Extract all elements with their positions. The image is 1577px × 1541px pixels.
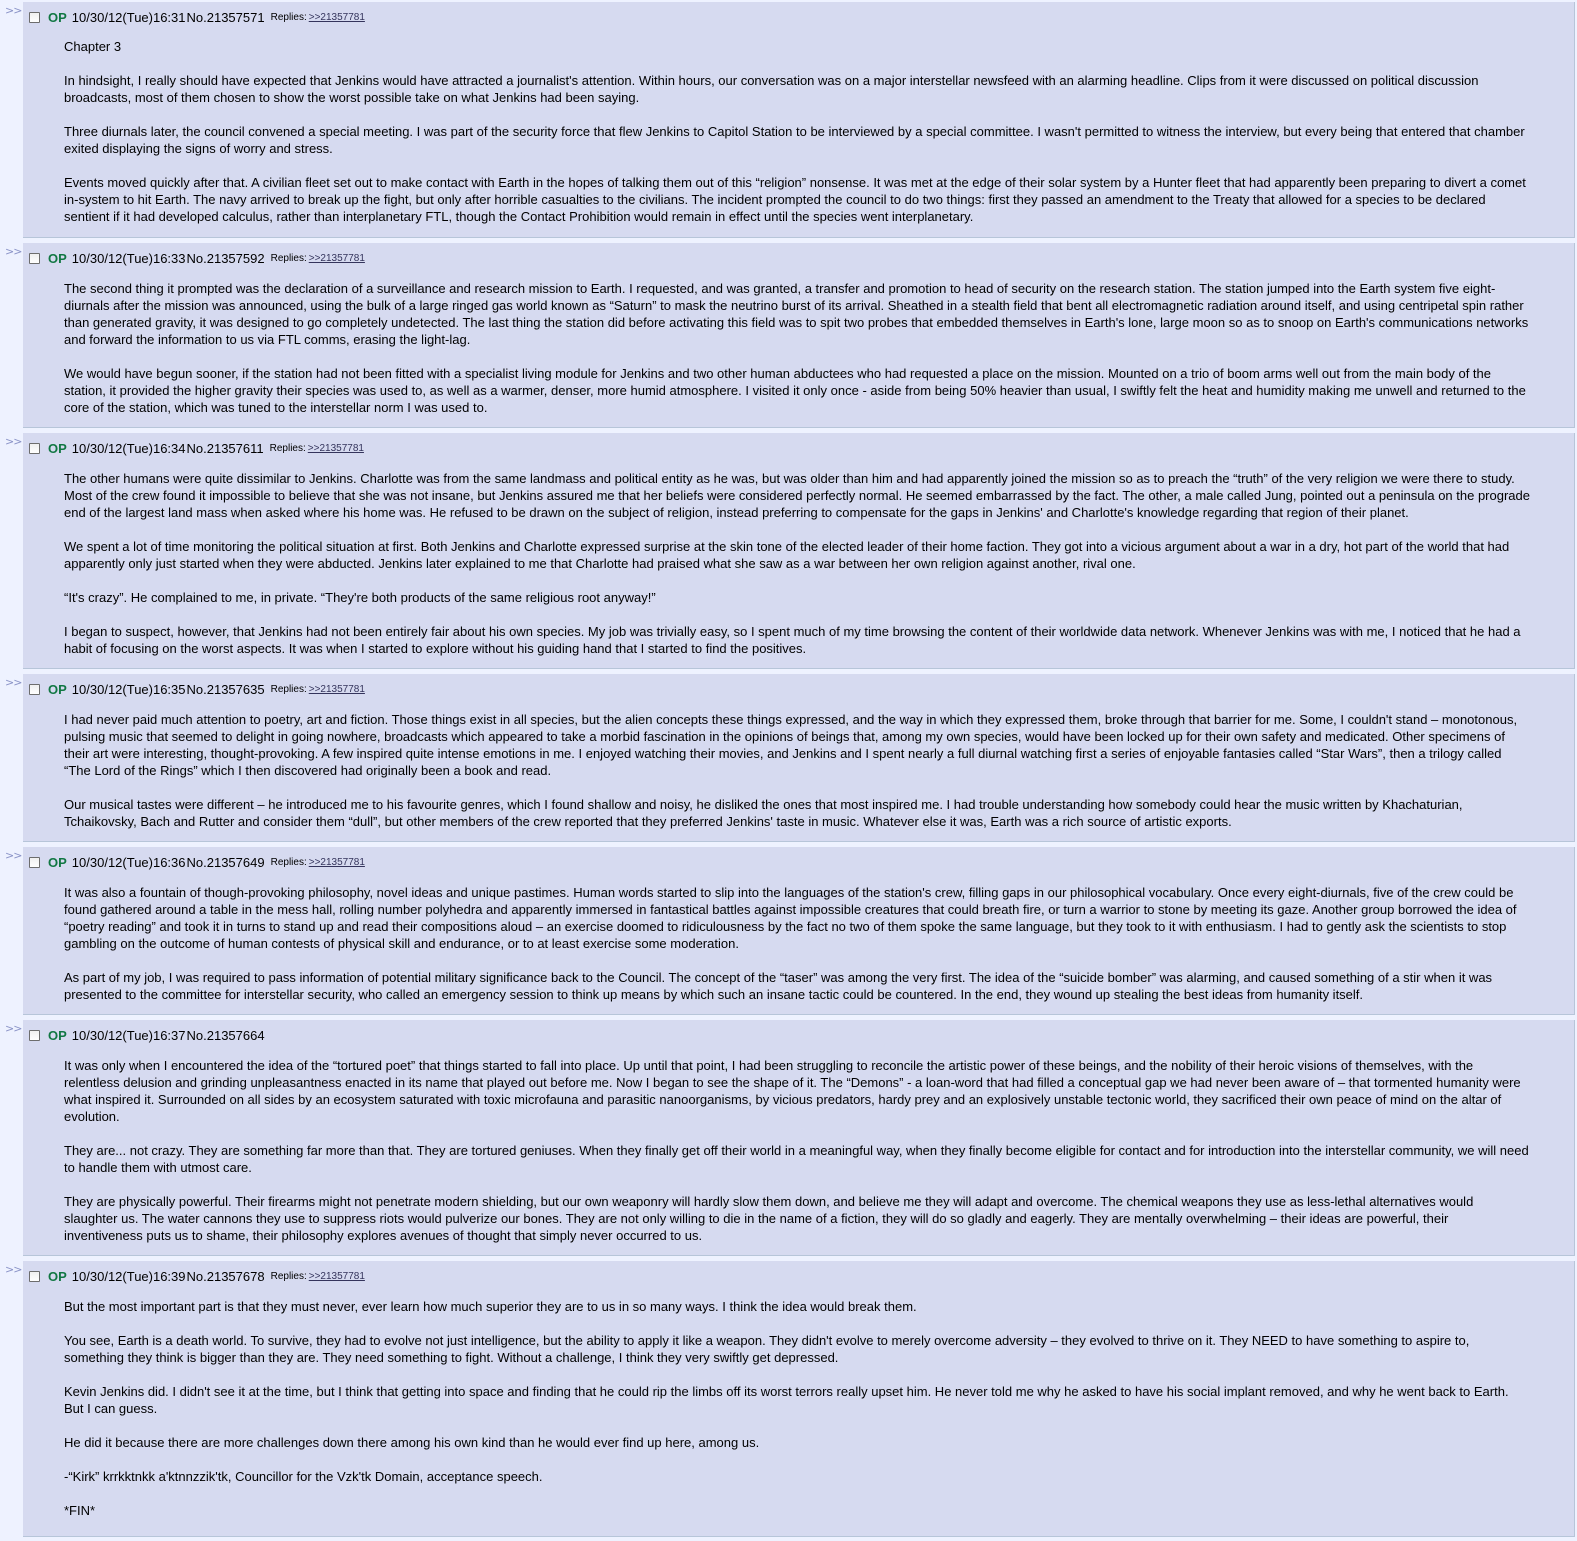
replies-label: Replies: [270, 683, 307, 695]
post-body [64, 470, 1534, 657]
side-arrows: >> [5, 4, 22, 17]
poster-name: OP [48, 681, 67, 697]
post-container [0, 1020, 1577, 1258]
post-datetime: 10/30/12(Tue)16:31 [71, 9, 186, 25]
post-number[interactable]: No.21357592 [186, 250, 265, 266]
post-paragraph: Chapter 3 [64, 39, 122, 54]
reply-link[interactable]: >>21357781 [308, 1270, 365, 1282]
post-paragraph: The second thing it prompted was the declaration of a surveillance and research mission to Earth. I requested, and was granted, a transfer and promotion to head of security on the research station. The station jumped into the Earth system five eight-diurnals after the mission was announced, using the bulk of a large ringed gas world known as “Saturn” to mask the neutrino burst of its arrival. Sheathed in a stealth field that bent all electromagnetic radiation around itself, and using centripetal spin rather than generated gravity, it was designed to go completely undetected. The last thing the station did before activating this field was to spit two probes that embedded themselves in Earth's lone, large moon so as to snoop on Earth's communications networks and forward the information to us via FTL comms, erasing the light-lag. [64, 281, 1532, 347]
side-arrows: >> [5, 1022, 22, 1035]
reply-link[interactable]: >>21357781 [308, 683, 365, 695]
side-arrows: >> [5, 849, 22, 862]
poster-name: OP [48, 440, 67, 456]
post-reply [23, 847, 1575, 1015]
post-body [64, 1298, 1530, 1519]
post-paragraph: I had never paid much attention to poetry, art and fiction. Those things exist in all species, but the alien concepts these things expressed, and the way in which they expressed them, broke through that barrier for me. Some, I couldn't stand – monotonous, pulsing music that seemed to delight in going nowhere, broadcasts which appeared to take a morbid fascination in the opinions of beings that, among my own species, would have been locked up for their own safety and medicated. Other specimens of their art were interesting, thought-provoking. A few inspired quite intense emotions in me. I enjoyed watching their movies, and Jenkins and I spent nearly a full diurnal watching first a series of enjoyable fantasies called “Star Wars”, then a trilogy called “The Lord of the Rings” which I then discovered had originally been a book and read. [64, 712, 1521, 778]
post-paragraph: I began to suspect, however, that Jenkins had not been entirely fair about his own species. My job was trivially easy, so I spent much of my time browsing the content of their worldwide data network. Whenever Jenkins was with me, I noticed that he had a habit of focusing on the worst aspects. It was when I started to explore without his guiding hand that I started to find the positives. [64, 624, 1525, 656]
post-number[interactable]: No.21357635 [186, 681, 265, 697]
post-checkbox[interactable] [29, 1030, 40, 1041]
post-body [64, 280, 1530, 416]
post-paragraph: They are physically powerful. Their firearms might not penetrate modern shielding, but our own weaponry will hardly slow them down, and believe me they will adapt and overcome. The chemical weapons they use as less-lethal alternatives would slaughter us. The water cannons they use to suppress riots would pulverize our bones. They are not only willing to die in the name of a fiction, they will do so gladly and eagerly. They are mentally overwhelming – their ideas are powerful, their inventiveness puts us to shame, their philosophy explores avenues of thought that simply never occurred to us. [64, 1194, 1477, 1243]
post-container [0, 674, 1577, 844]
post-checkbox[interactable] [29, 443, 40, 454]
post-checkbox[interactable] [29, 253, 40, 264]
poster-name: OP [48, 250, 67, 266]
replies-label: Replies: [270, 252, 307, 264]
post-container [0, 847, 1577, 1017]
post-paragraph: Three diurnals later, the council convened a special meeting. I was part of the security force that flew Jenkins to Capitol Station to be interviewed by a special committee. I wasn't permitted to witness the interview, but every being that entered that chamber exited displaying the signs of worry and stress. [64, 124, 1529, 156]
post-paragraph: In hindsight, I really should have expected that Jenkins would have attracted a journalist's attention. Within hours, our conversation was on a major interstellar newsfeed with an alarming headline. Clips from it were discussed on political discussion broadcasts, most of them chosen to show the worst possible take on what Jenkins had been saying. [64, 73, 1483, 105]
post-paragraph: It was only when I encountered the idea of the “tortured poet” that things started to fall into place. Up until that point, I had been struggling to reconcile the artistic power of these beings, and the nobility of their heroic visions of themselves, with the relentless delusion and grinding unpleasantness enacted in its name that played out before me. Now I began to see the shape of it. The “Demons” - a loan-word that had filled a conceptual gap we had never been aware of – that tormented humanity were what inspired it. Surrounded on all sides by an ecosystem saturated with toxic microfauna and parasitic nanoorganisms, by vicious predators, hardy prey and an explosively unstable tectonic world, they sacrificed their own peace of mind on the altar of evolution. [64, 1058, 1525, 1124]
post-container [0, 2, 1577, 240]
post-checkbox[interactable] [29, 12, 40, 23]
post-container [0, 243, 1577, 430]
post-paragraph: But the most important part is that they must never, ever learn how much superior they are to us in so many ways. I think the idea would break them. [64, 1299, 917, 1314]
post-datetime: 10/30/12(Tue)16:34 [71, 440, 186, 456]
side-arrows: >> [5, 245, 22, 258]
post-header [29, 250, 365, 266]
replies-label: Replies: [269, 442, 306, 454]
post-reply [23, 433, 1575, 669]
post-checkbox[interactable] [29, 857, 40, 868]
post-paragraph: We would have begun sooner, if the station had not been fitted with a specialist living module for Jenkins and two other human abductees who had requested a place on the mission. Mounted on a trio of boom arms well out from the main body of the station, it provided the higher gravity their species was used to, as well as a warmer, denser, more humid atmosphere. I visited it only once - aside from being 50% heavier than usual, I swiftly felt the heat and humidity making me unwell and returned to the core of the station, which was tuned to the interstellar norm I was used to. [64, 366, 1530, 415]
post-paragraph: As part of my job, I was required to pass information of potential military significance back to the Council. The concept of the “taser” was among the very first. The idea of the “suicide bomber” was alarming, and caused something of a stir when it was presented to the committee for interstellar security, who called an emergency session to think up means by which such an insane tactic could be countered. In the end, they wound up stealing the best ideas from humanity itself. [64, 970, 1496, 1002]
post-paragraph: *FIN* [64, 1503, 96, 1518]
side-arrows: >> [5, 1263, 22, 1276]
post-number[interactable]: No.21357649 [186, 854, 265, 870]
post-paragraph: -“Kirk” krrkktnkk a'ktnnzzik'tk, Councillor for the Vzk'tk Domain, acceptance speech. [64, 1469, 543, 1484]
poster-name: OP [48, 1027, 67, 1043]
post-paragraph: You see, Earth is a death world. To survive, they had to evolve not just intelligence, but the ability to apply it like a weapon. They didn't evolve to merely overcome adversity – they evolved to thrive on it. They NEED to have something to aspire to, something they think is bigger than they are. They need something to fight. Without a challenge, I think they very swiftly get depressed. [64, 1333, 1473, 1365]
reply-link[interactable]: >>21357781 [307, 442, 364, 454]
post-paragraph: They are... not crazy. They are something far more than that. They are tortured geniuses. When they finally get off their world in a meaningful way, when they finally become eligible for contact and for introduction into the interstellar community, we will need to handle them with utmost care. [64, 1143, 1533, 1175]
post-paragraph: Kevin Jenkins did. I didn't see it at the time, but I think that getting into space and finding that he could rip the limbs off its worst terrors really upset him. He never told me why he asked to have his social implant removed, and why he went back to Earth. But I can guess. [64, 1384, 1513, 1416]
reply-link[interactable]: >>21357781 [308, 252, 365, 264]
post-number[interactable]: No.21357571 [186, 9, 265, 25]
poster-name: OP [48, 9, 67, 25]
post-number[interactable]: No.21357611 [186, 440, 264, 456]
post-reply [23, 243, 1575, 428]
post-reply [23, 674, 1575, 842]
post-paragraph: Our musical tastes were different – he introduced me to his favourite genres, which I found shallow and noisy, he disliked the ones that most inspired me. I had trouble understanding how somebody could hear the music written by Khachaturian, Tchaikovsky, Bach and Rutter and consider them “dull”, but other members of the crew reported that they preferred Jenkins' taste in music. Whatever else it was, Earth was a rich source of artistic exports. [64, 797, 1466, 829]
post-datetime: 10/30/12(Tue)16:33 [71, 250, 186, 266]
post-checkbox[interactable] [29, 684, 40, 695]
post-paragraph: “It's crazy”. He complained to me, in private. “They're both products of the same religious root anyway!” [64, 590, 656, 605]
replies-label: Replies: [270, 856, 307, 868]
post-datetime: 10/30/12(Tue)16:39 [71, 1268, 186, 1284]
reply-link[interactable]: >>21357781 [308, 856, 365, 868]
post-number[interactable]: No.21357664 [186, 1027, 265, 1043]
side-arrows: >> [5, 676, 22, 689]
post-body [64, 711, 1530, 830]
post-header [29, 1268, 365, 1284]
post-reply [23, 1261, 1575, 1537]
reply-link[interactable]: >>21357781 [308, 11, 365, 23]
post-container [0, 1261, 1577, 1539]
post-checkbox[interactable] [29, 1271, 40, 1282]
post-header [29, 9, 365, 25]
post-paragraph: It was also a fountain of though-provoking philosophy, novel ideas and unique pastimes. Human words started to slip into the languages of the station's crew, filling gaps in our philosophical vocabulary. Once every eight-diurnals, five of the crew could be found gathered around a table in the mess hall, rolling number polyhedra and apparently immersed in fantastical battles against impossible creatures that could breath fire, or turn a warrior to stone by meeting its gaze. Another group borrowed the idea of “poetry reading” and took it in turns to stand up and read their compositions aloud – an exercise doomed to ridiculousness by the fact no two of them spoke the same language, but they took to it with enthusiasm. I had to gently ask the scientists to stop gambling on the outcome of human contests of physical skill and endurance, or to at least exercise some moderation. [64, 885, 1521, 951]
post-paragraph: We spent a lot of time monitoring the political situation at first. Both Jenkins and Charlotte expressed surprise at the skin tone of the elected leader of their home faction. They got into a vicious argument about a war in a dry, hot part of the world that had apparently only just started when they were abducted. Jenkins later explained to me that Charlotte had praised what she saw as a war between her own religion against another, rival one. [64, 539, 1513, 571]
post-header [29, 440, 364, 456]
replies-label: Replies: [270, 1270, 307, 1282]
post-datetime: 10/30/12(Tue)16:37 [71, 1027, 186, 1043]
post-body [64, 1057, 1533, 1244]
post-header [29, 854, 365, 870]
post-reply [23, 2, 1575, 238]
post-header [29, 681, 365, 697]
side-arrows: >> [5, 435, 22, 448]
post-container [0, 433, 1577, 671]
post-number[interactable]: No.21357678 [186, 1268, 265, 1284]
post-paragraph: He did it because there are more challenges down there among his own kind than he would ever find up here, among us. [64, 1435, 760, 1450]
post-body [64, 884, 1530, 1003]
post-paragraph: Events moved quickly after that. A civilian fleet set out to make contact with Earth in the hopes of talking them out of this “religion” nonsense. It was met at the edge of their solar system by a Hunter fleet that had apparently been preparing to divert a comet in-system to hit Earth. The navy arrived to break up the fight, but only after horrible casualties to the civilians. The incident prompted the council to do two things: first they passed an amendment to the Treaty that allowed for a species to be declared sentient if it had developed calculus, rather than interplanetary FTL, though the Contact Prohibition would remain in effect until the species went interplanetary. [64, 175, 1530, 224]
poster-name: OP [48, 854, 67, 870]
poster-name: OP [48, 1268, 67, 1284]
post-paragraph: The other humans were quite dissimilar to Jenkins. Charlotte was from the same landmass and political entity as he was, but was older than him and had apparently joined the mission so as to preach the “truth” of the very religion we were there to study. Most of the crew found it impossible to believe that she was not insane, but Jenkins assured me that her beliefs were considered perfectly normal. He seemed embarrassed by the fact. The other, a male called Jung, pointed out a peninsula on the prograde end of the largest land mass when asked where his home was. He refused to be drawn on the subject of religion, instead preferring to compensate for the gaps in Jenkins' and Charlotte's knowledge regarding that region of their planet. [64, 471, 1534, 520]
post-header [29, 1027, 271, 1043]
replies-label: Replies: [270, 11, 307, 23]
post-datetime: 10/30/12(Tue)16:35 [71, 681, 186, 697]
post-datetime: 10/30/12(Tue)16:36 [71, 854, 186, 870]
post-body [64, 38, 1530, 225]
post-reply [23, 1020, 1575, 1256]
